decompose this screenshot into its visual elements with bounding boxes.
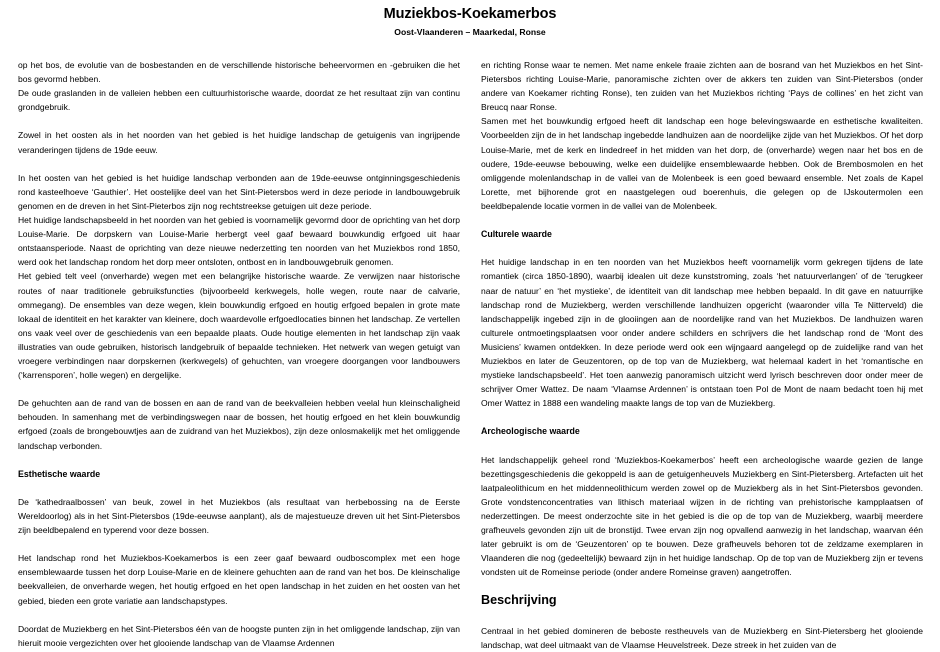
- paragraph: en richting Ronse waar te nemen. Met name enkele fraaie zichten aan de bosrand van het Muziekbos en het Sint-Pietersbos richting Louise-Marie, panoramische zichten over de akkers ten zuiden van Sint-Pietersbos (onder andere van Koekamer richting Ronse), ten zuiden van het Muziekbos richting ‘Pays de collines’ en het zicht van Breucq naar Ronse.: [481, 60, 923, 113]
- paragraph: Zowel in het oosten als in het noorden van het gebied is het huidige landschap de getuigenis van ingrijpende veranderingen tijdens de 19de eeuw.: [18, 130, 460, 155]
- paragraph: op het bos, de evolutie van de bosbestanden en de verschillende historische beheervormen en -gebruiken die het bos gevormd hebben.: [18, 60, 460, 85]
- left-column: [18, 58, 460, 652]
- paragraph: Doordat de Muziekberg en het Sint-Pietersbos één van de hoogste punten zijn in het omliggende landschap, zijn van hieruit mooie vergezichten over het glooiende landschap van de Vlaamse Ardennen: [18, 623, 460, 648]
- paragraph: Het huidige landschap in en ten noorden van het Muziekbos heeft voornamelijk vorm gekregen tijdens de late romantiek (circa 1850-1890), waarbij idealen uit deze kunststroming, zoals ‘het natuurverlangen’ of de ‘terugkeer naar de natuur’ en ‘het mystieke’, de identiteit van dit landschap mee hebben bepaald. In dit gave en natuurrijke landschap rond de Muziekberg, werden verschillende landhuizen opgericht (waaronder villa Te Nitterveld) die landschappelijk ingebed zijn in de glooiingen aan de noordelijke rand van het Muziekbos. De landhuizen waren culturele ontmoetingsplaatsen voor onder andere schilders en schrijvers die het landschap rond de ‘Mont des Musiciens’ kwamen ontdekken. In deze periode werd ook een wijngaard aangelegd op de zuidelijke rand van het Muziekbos en later de Geuzentoren, op de top van de Muziekberg, wat helemaal kadert in het ‘romantische en mystieke landschapsbeeld’. Het toen aanwezig panoramisch uitzicht werd lyrisch beschreven door onder meer de schrijver Omer Wattez. De naam ‘Vlaamse Ardennen’ is ontstaan toen Pol de Mont de naam bedacht toen hij met Omer Wattez in 1888 een wandeling maakte langs de top van de Muziekberg.: [481, 257, 923, 409]
- paragraph: Het gebied telt veel (onverharde) wegen met een belangrijke historische waarde. Ze verwijzen naar historische routes of naar traditionele gebruiksfuncties (bijvoorbeeld kerkwegels, holle wegen, route naar de calvarie, ommegang). De ensembles van deze wegen, klein bouwkundig erfgoed en houtig erfgoed bepalen in grote mate lokaal de identiteit en het karakter van kleinere, doch waardevolle erfgoedlocaties binnen het landschap. Ze vertellen ons vaak veel over de geschiedenis van een bepaalde plaats. Oude houtige elementen in het landschap zijn vaak illustraties van oude gebruiken, historisch landgebruik of bepaalde technieken. Het netwerk van wegen getuigt van vroegere verbindingen naar dorpskernen (kerkwegels) of gehuchten, van vroegere doorgangen voor landbouwers (‘karrensporen’, holle wegen) en dergelijke.: [18, 271, 460, 381]
- paragraph: Centraal in het gebied domineren de beboste restheuvels van de Muziekberg en Sint-Pietersberg het glooiende landschap, wat deel uitmaakt van de Vlaamse Heuvelstreek. Deze streek in het zuiden van de: [481, 625, 923, 650]
- page-subtitle: Oost-Vlaanderen – Maarkedal, Ronse: [394, 27, 546, 38]
- heading-beschrijving: Beschrijving: [481, 593, 557, 608]
- right-column: [481, 58, 923, 652]
- paragraph: De oude graslanden in de valleien hebben een cultuurhistorische waarde, doordat ze het resultaat zijn van continu grondgebruik.: [18, 88, 460, 113]
- two-column-body: [0, 58, 940, 652]
- paragraph: Het landschappelijk geheel rond ‘Muziekbos-Koekamerbos’ heeft een archeologische waarde gezien de lange bezettingsgeschiedenis die gekoppeld is aan de getuigenheuvels Muziekberg en Sint-Pietersberg. Artefacten uit het laatpaleolithicum en het middenneolithicum werden zowel op de Muziekberg als in het Sint-Pietersbos gevonden. Grote vondstenconcentraties van lithisch materiaal wijzen in de richting van prehistorische kampplaatsen of nederzettingen. De meest onderzochte site in het gebied is die op de top van de Muziekberg, waarbij meerdere grafheuvels gevonden zijn uit de bronstijd. Twee ervan zijn nog opvallend aanwezig in het landschap, waarvan één later gebruikt is om de ‘Geuzentoren’ op te bouwen. Deze grafheuvels behoren tot de zeldzame exemplaren in Vlaanderen die nog (gedeeltelijk) bewaard zijn in het huidige landschap. Op de top van de Muziekberg zijn er tevens vondsten uit de Romeinse periode (onder andere Romeinse graven) aangetroffen.: [481, 454, 923, 578]
- document-header: [0, 0, 940, 38]
- page-title: Muziekbos-Koekamerbos: [383, 6, 557, 22]
- paragraph: Het landschap rond het Muziekbos-Koekamerbos is een zeer gaaf bewaard oudboscomplex met een hoge ensemblewaarde tussen het dorp Louise-Marie en de kleinere gehuchten aan de rand van het bos. De kleinschalige beekvalleien, de onverharde wegen, het houtig erfgoed en het open landschap in het zuiden en het oosten van het gebied, bieden een grote variatie aan landschapstypes.: [18, 553, 460, 606]
- paragraph: Samen met het bouwkundig erfgoed heeft dit landschap een hoge belevingswaarde en esthetische kwaliteiten. Voorbeelden zijn de in het landschap ingebedde landhuizen aan de noordelijke zijde van het Muziekbos. Of het dorp Louise-Marie, met de kerk en lindedreef in het midden van het dorp, de (onverharde) wegen naar het bos en de oudere, 19de-eeuwse bebouwing, welke een duidelijke ensemblewaarde hebben. Ook de Brembosmolen en het omliggende molenlandschap in de vallei van de Molenbeek is een goed bewaard ensemble. Net zoals de Kapel Lorette, met bijhorende grot en naastgelegen oud boerenhuis, die gelegen op de IJskoutermolen een beeldbepalende locatie vormen in de vallei van de Molenbeek.: [481, 116, 923, 211]
- paragraph: Het huidige landschapsbeeld in het noorden van het gebied is voornamelijk gevormd door de oprichting van het dorp Louise-Marie. De dorpskern van Louise-Marie herbergt veel gaaf bewaard bouwkundig erfgoed uit haar ontstaansperiode. Naast de oprichting van deze nieuwe nederzetting ten noorden van het Muziekbos rond 1850, werd ook het landschap rondom het dorp meer ontsloten, ontbost en in landbouwgebruik genomen.: [18, 215, 460, 268]
- heading-culturele-waarde: Culturele waarde: [481, 229, 552, 240]
- paragraph: De ‘kathedraalbossen’ van beuk, zowel in het Muziekbos (als resultaat van herbebossing na de Eerste Wereldoorlog) als in het Sint-Pietersbos (19de-eeuwse aanplant), als de majestueuze dreven uit het Sint-Pietersbos zijn beeldbepalend en typerend voor deze bossen.: [18, 496, 460, 536]
- heading-esthetische-waarde: Esthetische waarde: [18, 468, 101, 479]
- heading-archeologische-waarde: Archeologische waarde: [481, 426, 580, 437]
- paragraph: In het oosten van het gebied is het huidige landschap verbonden aan de 19de-eeuwse ontginningsgeschiedenis rond kasteelhoeve ‘Gauthier’. Het oostelijke deel van het Sint-Pietersbos werd in deze periode in landbouwgebruik genomen en de dreven in het Sint-Pieterbos zijn nog rechtstreekse getuigen uit deze periode.: [18, 172, 460, 211]
- paragraph: De gehuchten aan de rand van de bossen en aan de rand van de beekvalleien hebben veelal hun kleinschaligheid behouden. In samenhang met de verbindingswegen naar de bossen, het houtig erfgoed en het klein bouwkundig erfgoed (zoals de brongebouwtjes aan de zuidrand van het Muziekbos), zijn deze onlosmakelijk met het omliggende landschap verbonden.: [18, 398, 460, 451]
